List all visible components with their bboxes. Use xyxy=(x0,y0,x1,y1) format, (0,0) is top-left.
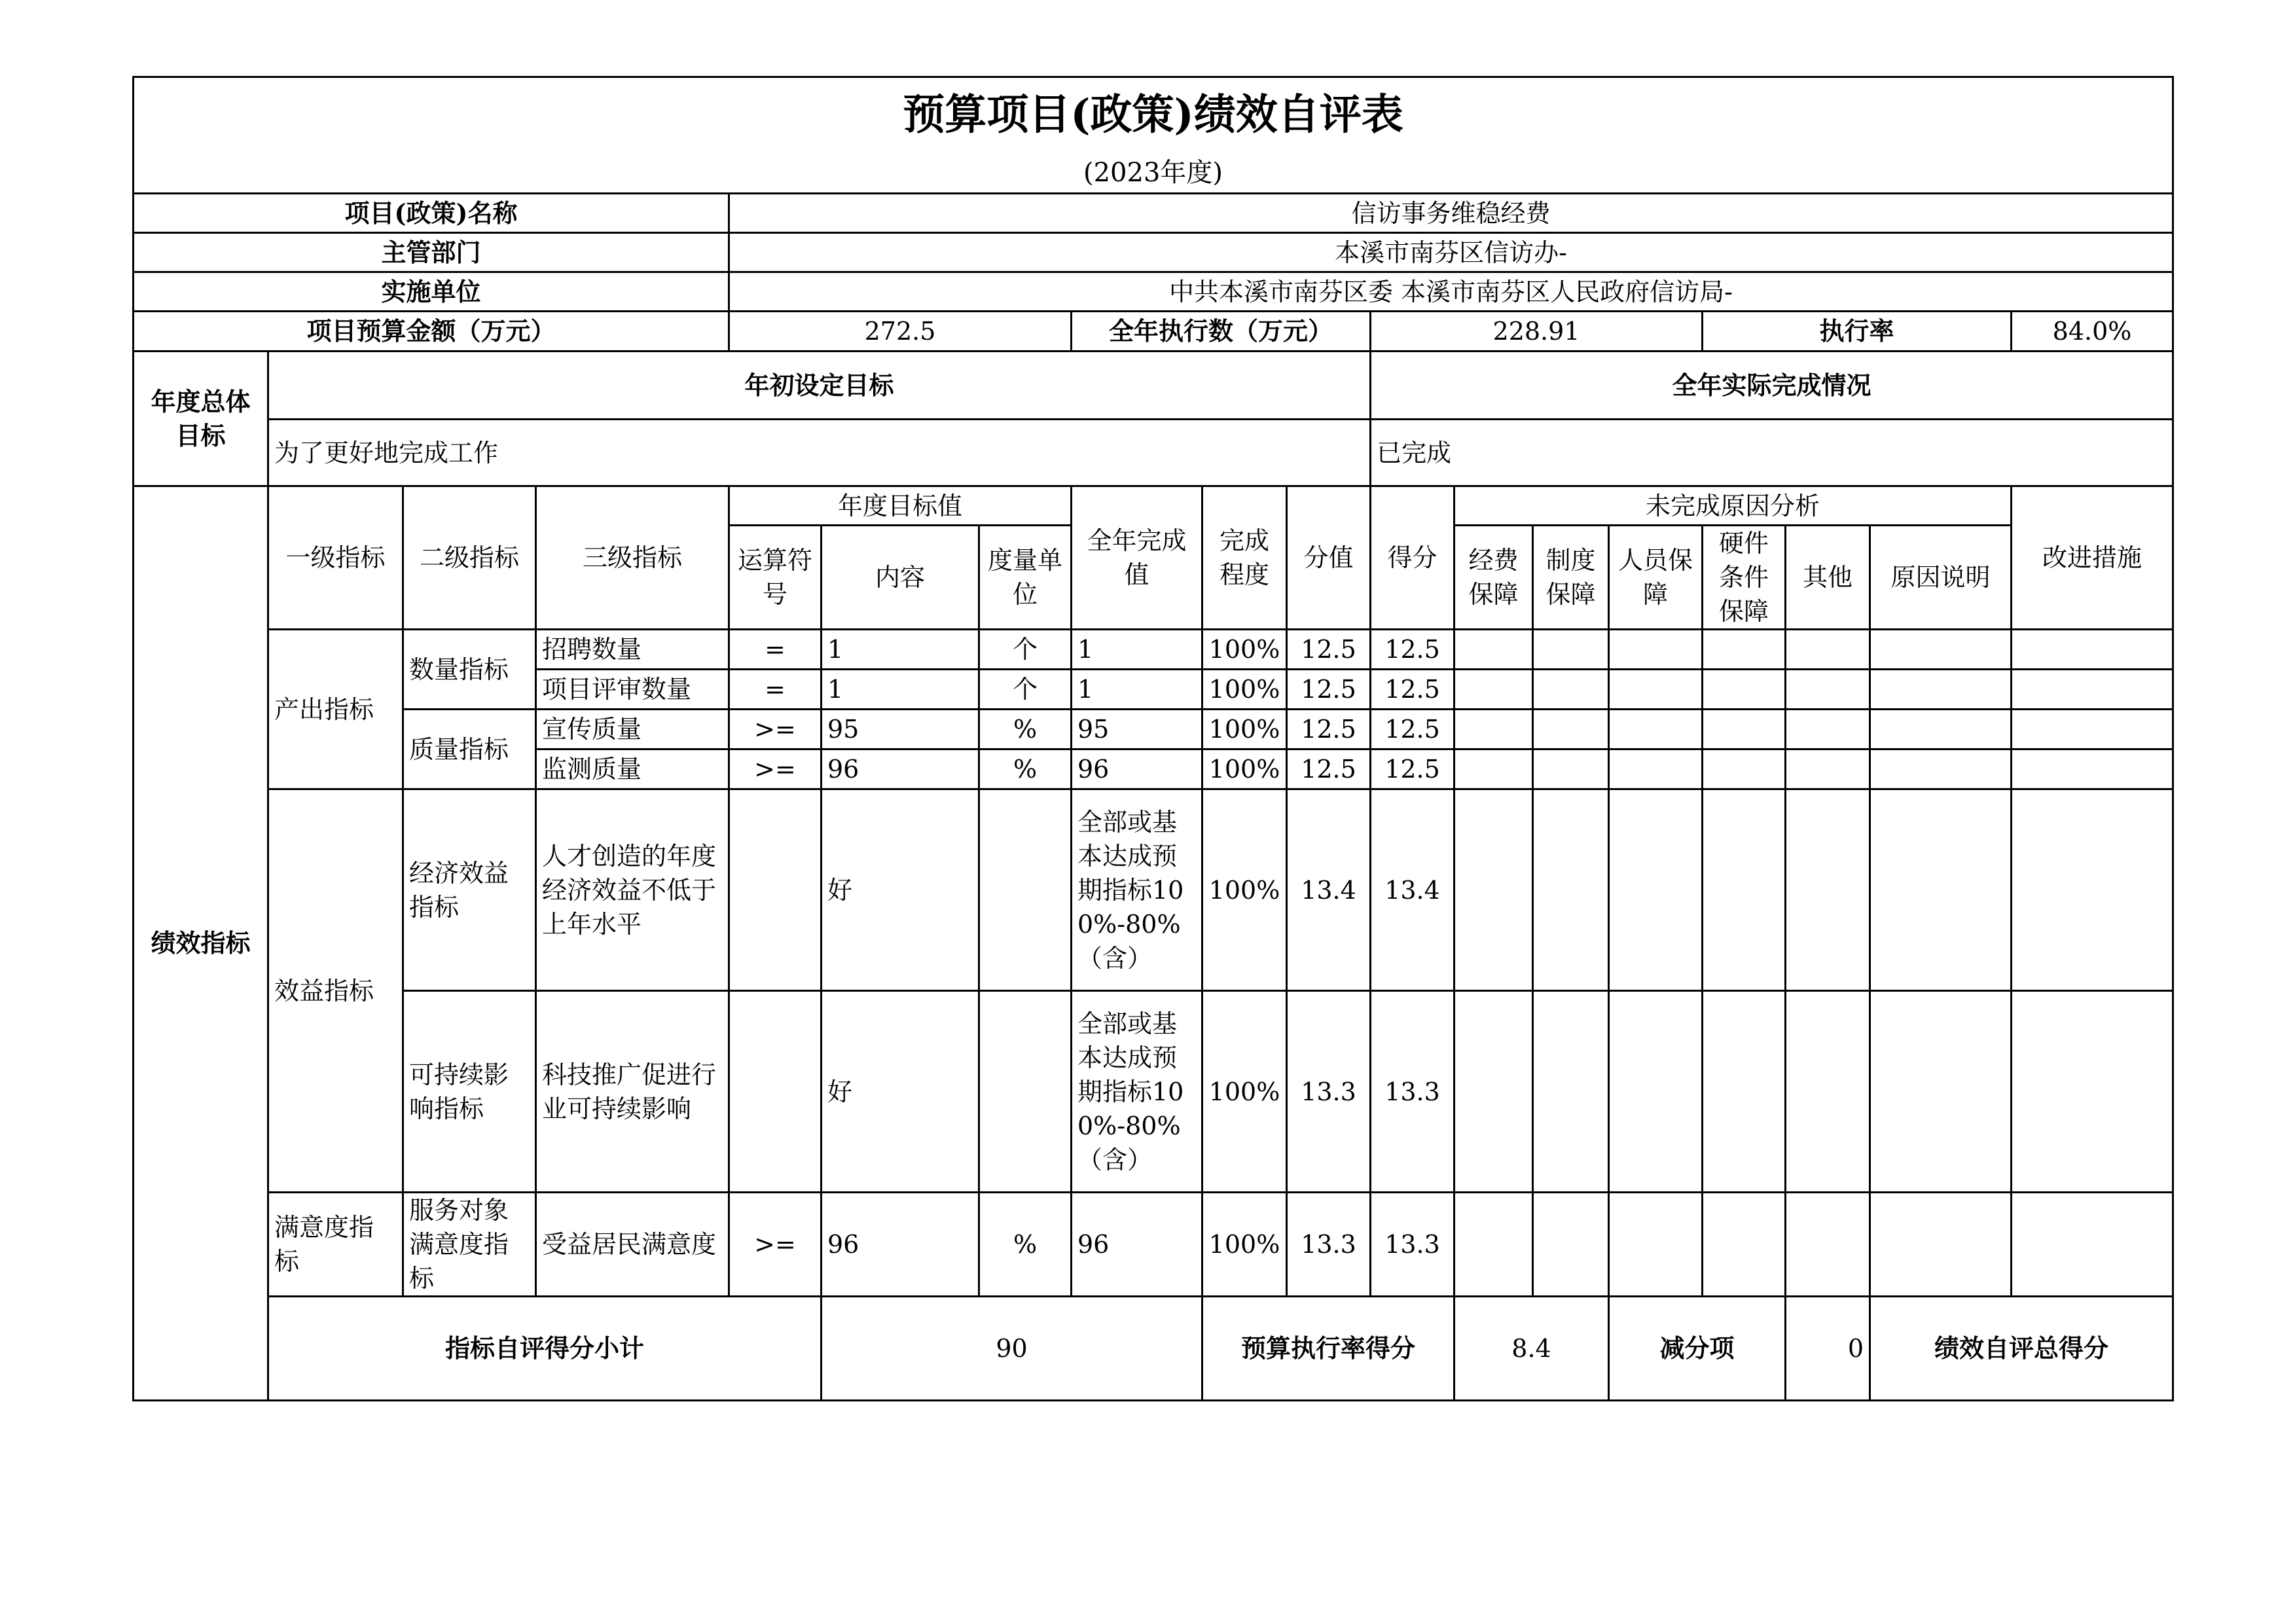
dept-value: 本溪市南芬区信访办- xyxy=(729,233,2173,272)
indicator-content: 95 xyxy=(822,710,979,749)
header-level1: 一级指标 xyxy=(268,486,403,630)
header-improve: 改进措施 xyxy=(2012,486,2173,630)
indicator-done: 全部或基本达成预期指标100%-80%（含） xyxy=(1072,991,1202,1193)
header-annual-done: 全年完成值 xyxy=(1072,486,1202,630)
header-funds: 经费保障 xyxy=(1455,526,1533,630)
indicator-done: 96 xyxy=(1072,1193,1202,1297)
indicator-op xyxy=(729,991,822,1193)
indicator-degree: 100% xyxy=(1202,789,1287,991)
group-quality: 质量指标 xyxy=(403,710,536,789)
indicator-degree: 100% xyxy=(1202,749,1287,789)
header-level3: 三级指标 xyxy=(536,486,729,630)
goal-actual-header: 全年实际完成情况 xyxy=(1371,352,2173,420)
indicator-op: >= xyxy=(729,749,822,789)
indicator-degree: 100% xyxy=(1202,670,1287,710)
group-economic: 经济效益指标 xyxy=(403,789,536,991)
indicator-unit xyxy=(979,991,1072,1193)
indicator-done: 1 xyxy=(1072,670,1202,710)
table-row xyxy=(134,710,2173,749)
indicator-got: 13.4 xyxy=(1371,789,1455,991)
indicator-got: 13.3 xyxy=(1371,991,1455,1193)
indicator-unit: % xyxy=(979,749,1072,789)
header-got: 得分 xyxy=(1371,486,1455,630)
header-staff: 人员保障 xyxy=(1609,526,1703,630)
goal-set-value: 为了更好地完成工作 xyxy=(268,420,1371,486)
indicator-content: 96 xyxy=(822,1193,979,1297)
indicator-got: 12.5 xyxy=(1371,630,1455,670)
indicator-op xyxy=(729,789,822,991)
indicator-score: 12.5 xyxy=(1287,630,1371,670)
goal-set-header: 年初设定目标 xyxy=(268,352,1371,420)
indicator-name: 宣传质量 xyxy=(536,710,729,749)
indicator-unit xyxy=(979,789,1072,991)
header-op: 运算符号 xyxy=(729,526,822,630)
indicator-content: 好 xyxy=(822,789,979,991)
header-unit: 度量单位 xyxy=(979,526,1072,630)
budget-value: 272.5 xyxy=(729,312,1072,352)
indicator-score: 12.5 xyxy=(1287,670,1371,710)
indicator-got: 12.5 xyxy=(1371,749,1455,789)
perf-indicators-label: 绩效指标 xyxy=(134,486,268,1401)
indicator-content: 96 xyxy=(822,749,979,789)
indicator-op: >= xyxy=(729,710,822,749)
header-content: 内容 xyxy=(822,526,979,630)
rate-value: 84.0% xyxy=(2012,312,2173,352)
indicator-score: 12.5 xyxy=(1287,749,1371,789)
indicator-op: = xyxy=(729,630,822,670)
indicator-unit: 个 xyxy=(979,630,1072,670)
indicator-got: 13.3 xyxy=(1371,1193,1455,1297)
indicator-unit: % xyxy=(979,710,1072,749)
subtotal-label: 指标自评得分小计 xyxy=(268,1297,822,1401)
table-row xyxy=(134,630,2173,670)
page-title: 预算项目(政策)绩效自评表 xyxy=(134,77,2173,153)
header-degree: 完成程度 xyxy=(1202,486,1287,630)
project-name-value: 信访事务维稳经费 xyxy=(729,194,2173,233)
header-system: 制度保障 xyxy=(1533,526,1609,630)
group-service: 服务对象满意度指标 xyxy=(403,1193,536,1297)
unit-value: 中共本溪市南芬区委 本溪市南芬区人民政府信访局- xyxy=(729,272,2173,312)
goal-actual-value: 已完成 xyxy=(1371,420,2173,486)
indicator-degree: 100% xyxy=(1202,1193,1287,1297)
year-label: (2023年度) xyxy=(134,153,2173,194)
header-hardware: 硬件条件保障 xyxy=(1703,526,1786,630)
indicator-name: 受益居民满意度 xyxy=(536,1193,729,1297)
table-row xyxy=(134,991,2173,1193)
indicator-score: 13.3 xyxy=(1287,991,1371,1193)
rate-score-value: 8.4 xyxy=(1455,1297,1609,1401)
indicator-score: 13.3 xyxy=(1287,1193,1371,1297)
indicator-got: 12.5 xyxy=(1371,710,1455,749)
indicator-op: = xyxy=(729,670,822,710)
goal-label: 年度总体目标 xyxy=(134,352,268,486)
group-output: 产出指标 xyxy=(268,630,403,789)
header-level2: 二级指标 xyxy=(403,486,536,630)
header-score: 分值 xyxy=(1287,486,1371,630)
indicator-degree: 100% xyxy=(1202,710,1287,749)
subtotal-value: 90 xyxy=(822,1297,1202,1401)
header-annual-target: 年度目标值 xyxy=(729,486,1072,526)
deduct-label: 减分项 xyxy=(1609,1297,1786,1401)
indicator-content: 1 xyxy=(822,670,979,710)
indicator-name: 项目评审数量 xyxy=(536,670,729,710)
indicator-op: >= xyxy=(729,1193,822,1297)
indicator-got: 12.5 xyxy=(1371,670,1455,710)
group-satisfaction: 满意度指标 xyxy=(268,1193,403,1297)
indicator-name: 招聘数量 xyxy=(536,630,729,670)
indicator-name: 监测质量 xyxy=(536,749,729,789)
indicator-content: 1 xyxy=(822,630,979,670)
indicator-done: 1 xyxy=(1072,630,1202,670)
indicator-name: 人才创造的年度经济效益不低于上年水平 xyxy=(536,789,729,991)
indicator-done: 96 xyxy=(1072,749,1202,789)
indicator-score: 13.4 xyxy=(1287,789,1371,991)
header-explain: 原因说明 xyxy=(1870,526,2012,630)
deduct-value: 0 xyxy=(1786,1297,1870,1401)
executed-value: 228.91 xyxy=(1371,312,1703,352)
header-reason: 未完成原因分析 xyxy=(1455,486,2012,526)
indicator-done: 全部或基本达成预期指标100%-80%（含） xyxy=(1072,789,1202,991)
group-sustain: 可持续影响指标 xyxy=(403,991,536,1193)
unit-label: 实施单位 xyxy=(134,272,729,312)
indicator-done: 95 xyxy=(1072,710,1202,749)
group-quantity: 数量指标 xyxy=(403,630,536,710)
executed-label: 全年执行数（万元） xyxy=(1072,312,1371,352)
indicator-degree: 100% xyxy=(1202,991,1287,1193)
budget-label: 项目预算金额（万元） xyxy=(134,312,729,352)
performance-table xyxy=(132,76,2174,1401)
total-label: 绩效自评总得分 xyxy=(1870,1297,2173,1401)
rate-label: 执行率 xyxy=(1703,312,2012,352)
rate-score-label: 预算执行率得分 xyxy=(1202,1297,1455,1401)
table-row xyxy=(134,789,2173,991)
dept-label: 主管部门 xyxy=(134,233,729,272)
indicator-name: 科技推广促进行业可持续影响 xyxy=(536,991,729,1193)
table-row xyxy=(134,1193,2173,1297)
indicator-degree: 100% xyxy=(1202,630,1287,670)
header-other: 其他 xyxy=(1786,526,1870,630)
indicator-unit: 个 xyxy=(979,670,1072,710)
group-benefit: 效益指标 xyxy=(268,789,403,1193)
indicator-score: 12.5 xyxy=(1287,710,1371,749)
indicator-content: 好 xyxy=(822,991,979,1193)
project-name-label: 项目(政策)名称 xyxy=(134,194,729,233)
indicator-unit: % xyxy=(979,1193,1072,1297)
